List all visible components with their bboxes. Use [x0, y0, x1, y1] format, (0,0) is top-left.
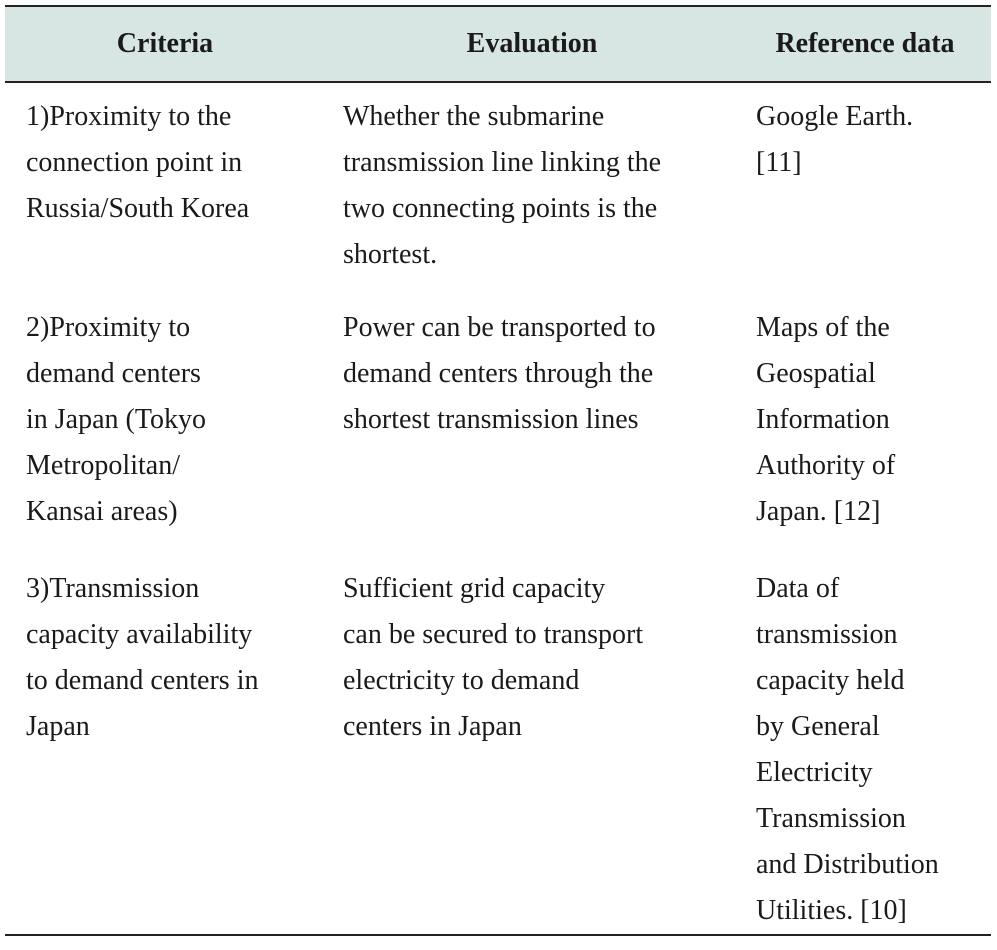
table-row: [5, 82, 991, 295]
cell-reference: Google Earth. [11]: [756, 101, 914, 178]
cell-reference: Data of transmission capacity held by General Electricity Transmission and Distribution Utilities. [10]: [739, 556, 991, 935]
criteria-table: [5, 5, 991, 936]
cell-reference: Maps of the Geospatial Information Authority of Japan. [12]: [756, 312, 896, 527]
table-row: [5, 556, 991, 935]
header-row: [5, 6, 991, 82]
table-body: [5, 82, 991, 935]
criteria-table-container: [5, 5, 991, 936]
table-row: [5, 295, 991, 556]
header-criteria: Criteria: [5, 6, 325, 82]
header-evaluation: Evaluation: [325, 6, 739, 82]
cell-criteria: 3)Transmission capacity availability to demand centers in Japan: [5, 556, 325, 935]
cell-evaluation: Power can be transported to demand centers through the shortest transmission lines: [343, 312, 656, 435]
cell-criteria: 1)Proximity to the connection point in Russia/South Korea: [26, 101, 250, 224]
header-reference-data: Reference data: [739, 6, 991, 82]
cell-criteria: 2)Proximity to demand centers in Japan (Tokyo Metropolitan/ Kansai areas): [26, 312, 207, 527]
cell-evaluation: Sufficient grid capacity can be secured to transport electricity to demand centers in Japan: [325, 556, 739, 935]
cell-evaluation: Whether the submarine transmission line linking the two connecting points is the shortest.: [343, 101, 662, 270]
table-header: [5, 6, 991, 82]
